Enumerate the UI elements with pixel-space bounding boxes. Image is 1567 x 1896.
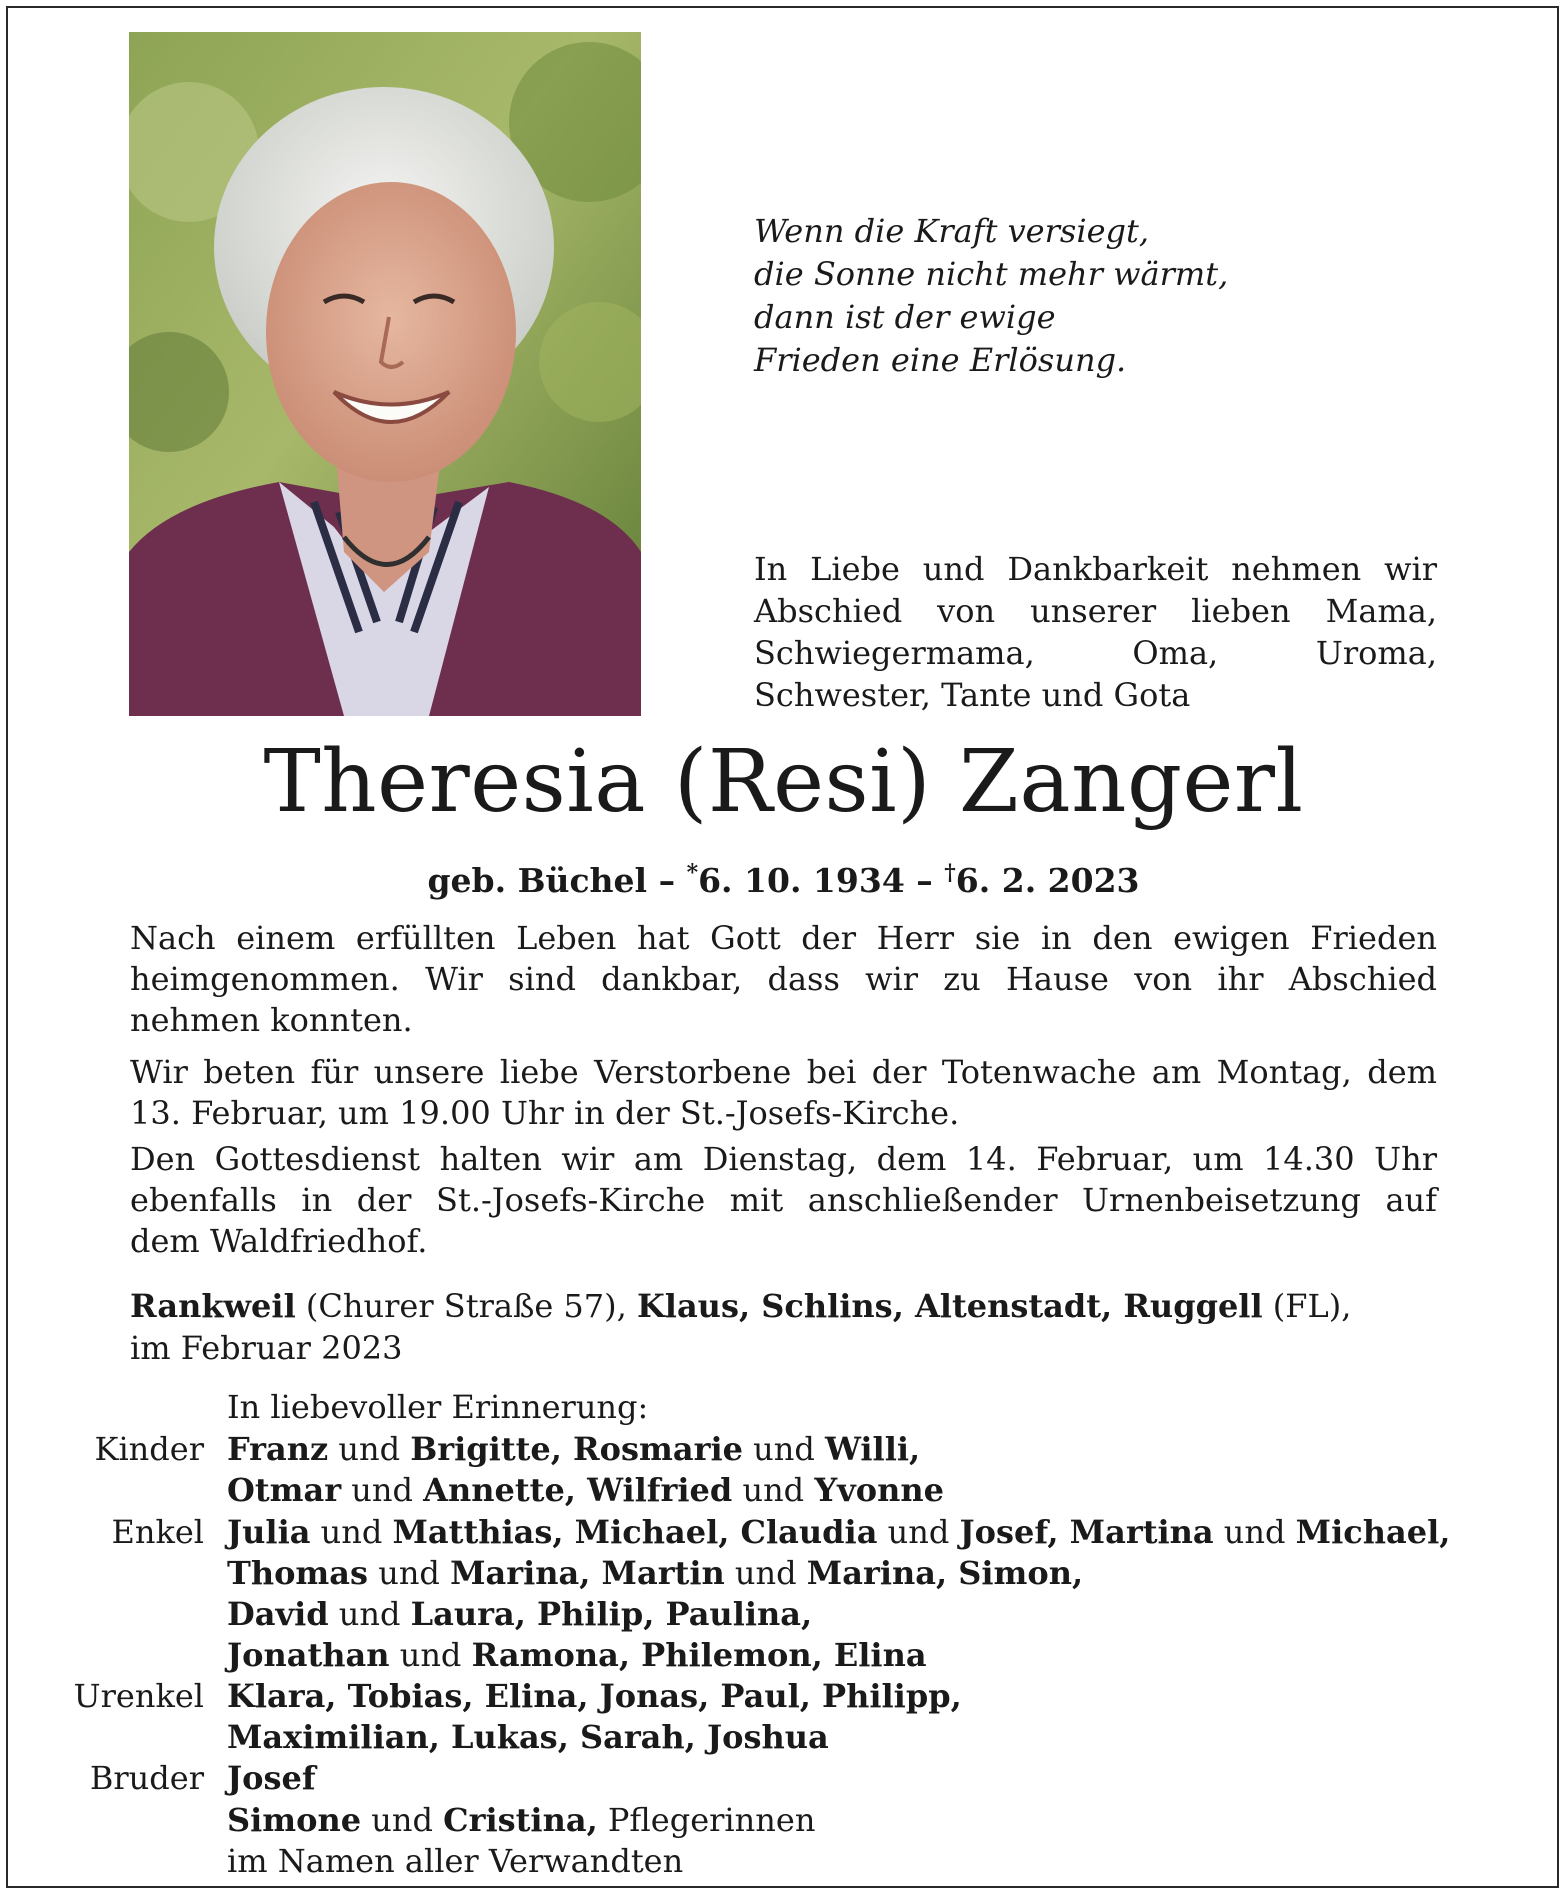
relatives-line: [227, 1553, 1450, 1594]
in-memory-heading: In liebevoller Erinnerung:: [227, 1388, 649, 1426]
poem-line: dann ist der ewige: [754, 298, 1056, 336]
carer-name: Cristina,: [443, 1801, 598, 1839]
relatives-line: [227, 1594, 1450, 1635]
paragraph-wake: [130, 1052, 1437, 1134]
relatives-label-bruder: Bruder: [89, 1759, 204, 1797]
relative-name: Otmar: [227, 1471, 342, 1509]
relative-name: Jonathan: [227, 1636, 390, 1674]
relative-name: Josef, Martina: [959, 1513, 1214, 1551]
death-date: 6. 2. 2023: [955, 861, 1140, 900]
portrait-illustration: [129, 32, 641, 716]
relative-name: Josef: [227, 1759, 316, 1797]
relative-name: Thomas: [227, 1554, 369, 1592]
paragraph-line: Den Gottesdienst halten wir am Dienstag, dem 14. Februar, um 14.30 Uhr: [130, 1140, 1437, 1178]
relative-name: Michael,: [1295, 1513, 1451, 1551]
place-date: im Februar 2023: [130, 1329, 403, 1367]
relatives-label-kinder: Kinder: [94, 1430, 204, 1468]
deceased-name: Theresia (Resi) Zangerl: [263, 732, 1304, 832]
relatives-label-urenkel: Urenkel: [73, 1677, 204, 1715]
relatives-line: [227, 1676, 962, 1717]
paragraph-line: nehmen konnten.: [130, 1001, 413, 1039]
relatives-line: [227, 1635, 1450, 1676]
relative-name: Franz: [227, 1430, 329, 1468]
poem-line: Frieden eine Erlösung.: [754, 341, 1127, 379]
place-towns: Klaus, Schlins, Altenstadt, Ruggell: [636, 1287, 1263, 1325]
paragraph-life: [130, 918, 1437, 1041]
relative-name: Marina, Martin: [450, 1554, 725, 1592]
relatives-line: [227, 1429, 944, 1470]
relatives-line: [227, 1717, 962, 1758]
date-separator: –: [658, 861, 676, 900]
paragraph-line: 13. Februar, um 19.00 Uhr in der St.-Josefs-Kirche.: [130, 1094, 960, 1132]
relative-connector: und: [368, 1554, 451, 1592]
relative-name: Matthias, Michael, Claudia: [392, 1513, 878, 1551]
relatives-line: [227, 1758, 316, 1799]
relatives-kinder: [227, 1429, 944, 1511]
relative-connector: und: [389, 1636, 472, 1674]
relative-connector: und: [1213, 1513, 1296, 1551]
relative-name: David: [227, 1595, 329, 1633]
intro-line: Schwiegermama, Oma, Uroma,: [754, 634, 1437, 672]
poem-line: die Sonne nicht mehr wärmt,: [754, 255, 1229, 293]
paragraph-line: heimgenommen. Wir sind dankbar, dass wir zu Hause von ihr Abschied: [130, 960, 1437, 998]
relative-connector: und: [328, 1430, 411, 1468]
relative-name: Klara, Tobias, Elina, Jonas, Paul, Philipp,: [227, 1677, 962, 1715]
relatives-urenkel: [227, 1676, 962, 1758]
place-address: (Churer Straße 57),: [295, 1287, 637, 1325]
relatives-enkel: [227, 1512, 1450, 1676]
relative-connector: und: [877, 1513, 960, 1551]
paragraph-line: ebenfalls in der St.-Josefs-Kirche mit anschließender Urnenbeisetzung auf: [130, 1181, 1437, 1219]
place-rankweil: Rankweil: [130, 1287, 296, 1325]
place-country: (FL),: [1262, 1287, 1352, 1325]
relative-name: Brigitte, Rosmarie: [410, 1430, 743, 1468]
portrait-photo: [129, 32, 641, 716]
date-separator: –: [916, 861, 933, 900]
relative-connector: und: [310, 1513, 393, 1551]
place-line: [130, 1285, 1470, 1327]
relative-name: Julia: [227, 1513, 311, 1551]
intro-line: In Liebe und Dankbarkeit nehmen wir: [754, 550, 1437, 588]
birth-symbol: *: [686, 860, 699, 886]
relative-name: Maximilian, Lukas, Sarah, Joshua: [227, 1718, 829, 1756]
carer-connector: und: [361, 1801, 444, 1839]
relative-name: Annette, Wilfried: [423, 1471, 733, 1509]
relative-name: Yvonne: [814, 1471, 944, 1509]
life-dates: [0, 851, 1567, 903]
relative-name: Willi,: [825, 1430, 921, 1468]
paragraph-service: [130, 1139, 1437, 1262]
intro-line: Schwester, Tante und Gota: [754, 676, 1191, 714]
paragraph-line: dem Waldfriedhof.: [130, 1222, 428, 1260]
relative-connector: und: [742, 1430, 825, 1468]
carer-connector: Pflegerinnen: [597, 1801, 816, 1839]
relatives-bruder: [227, 1758, 316, 1799]
intro-text: [754, 548, 1437, 716]
relatives-label-enkel: Enkel: [111, 1513, 204, 1551]
paragraph-line: Wir beten für unsere liebe Verstorbene bei der Totenwache am Montag, dem: [130, 1053, 1437, 1091]
poem: [754, 210, 1454, 382]
relatives-line: [227, 1512, 1450, 1553]
relative-connector: und: [724, 1554, 807, 1592]
relative-connector: und: [328, 1595, 411, 1633]
carer-name: Simone: [227, 1801, 362, 1839]
relative-name: Marina, Simon,: [806, 1554, 1084, 1592]
birth-date: 6. 10. 1934: [698, 861, 905, 900]
relative-name: Laura, Philip, Paulina,: [410, 1595, 813, 1633]
place-and-date: [130, 1285, 1470, 1369]
poem-line: Wenn die Kraft versiegt,: [754, 212, 1150, 250]
closing-line: im Namen aller Verwandten: [227, 1842, 684, 1880]
carers-line: [227, 1800, 815, 1841]
paragraph-line: Nach einem erfüllten Leben hat Gott der Herr sie in den ewigen Frieden: [130, 919, 1437, 957]
closing: [227, 1800, 815, 1882]
relative-connector: und: [732, 1471, 815, 1509]
intro-line: Abschied von unserer lieben Mama,: [754, 592, 1437, 630]
maiden-name: geb. Büchel: [427, 861, 648, 900]
relative-name: Ramona, Philemon, Elina: [471, 1636, 927, 1674]
relative-connector: und: [341, 1471, 424, 1509]
relatives-line: [227, 1470, 944, 1511]
death-symbol: †: [944, 860, 956, 886]
